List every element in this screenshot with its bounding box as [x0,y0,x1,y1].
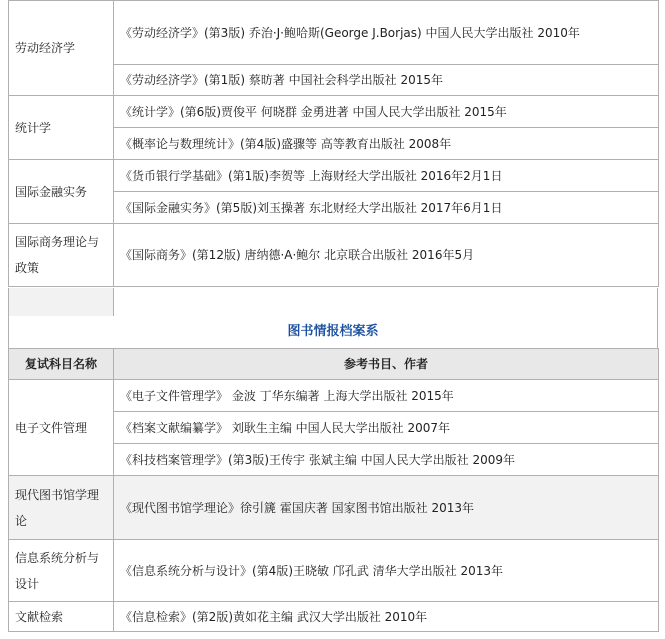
subject-cell: 统计学 [9,96,114,160]
subject-cell: 文献检索 [9,602,114,632]
table-row [9,1,659,65]
reference-books-table-library [8,348,659,632]
book-cell: 《档案文献编纂学》 刘耿生主编 中国人民大学出版社 2007年 [114,412,659,444]
subject-cell: 电子文件管理 [9,380,114,476]
book-cell: 《劳动经济学》(第1版) 蔡昉著 中国社会科学出版社 2015年 [114,65,659,96]
book-cell: 《电子文件管理学》 金波 丁华东编著 上海大学出版社 2015年 [114,380,659,412]
section-title: 图书情报档案系 [8,316,658,348]
table-row [9,224,659,287]
table-row [9,540,659,602]
header-books: 参考书目、作者 [114,349,659,380]
book-cell: 《国际金融实务》(第5版)刘玉操著 东北财经大学出版社 2017年6月1日 [114,192,659,224]
book-cell: 《国际商务》(第12版) 唐纳德·A·鲍尔 北京联合出版社 2016年5月 [114,224,659,287]
book-cell: 《劳动经济学》(第3版) 乔治·J·鲍哈斯(George J.Borjas) 中国人民大学出版社 2010年 [114,1,659,65]
table-row [9,476,659,540]
subject-cell: 国际金融实务 [9,160,114,224]
header-subject: 复试科目名称 [9,349,114,380]
table-row [9,380,659,412]
table-row [9,602,659,632]
reference-books-table-economics [8,0,659,287]
table-header-row [9,349,659,380]
spacer-row [8,288,658,316]
table-row [9,96,659,128]
book-cell: 《现代图书馆学理论》徐引篪 霍国庆著 国家图书馆出版社 2013年 [114,476,659,540]
book-cell: 《货币银行学基础》(第1版)李贺等 上海财经大学出版社 2016年2月1日 [114,160,659,192]
subject-cell: 国际商务理论与政策 [9,224,114,287]
book-cell: 《科技档案管理学》(第3版)王传宇 张斌主编 中国人民大学出版社 2009年 [114,444,659,476]
book-cell: 《信息检索》(第2版)黄如花主编 武汉大学出版社 2010年 [114,602,659,632]
spacer-cell [9,288,114,316]
book-cell: 《概率论与数理统计》(第4版)盛骤等 高等教育出版社 2008年 [114,128,659,160]
subject-cell: 现代图书馆学理论 [9,476,114,540]
subject-cell: 信息系统分析与设计 [9,540,114,602]
subject-cell: 劳动经济学 [9,1,114,96]
book-cell: 《信息系统分析与设计》(第4版)王晓敏 邝孔武 清华大学出版社 2013年 [114,540,659,602]
book-cell: 《统计学》(第6版)贾俊平 何晓群 金勇进著 中国人民大学出版社 2015年 [114,96,659,128]
table-row [9,160,659,192]
